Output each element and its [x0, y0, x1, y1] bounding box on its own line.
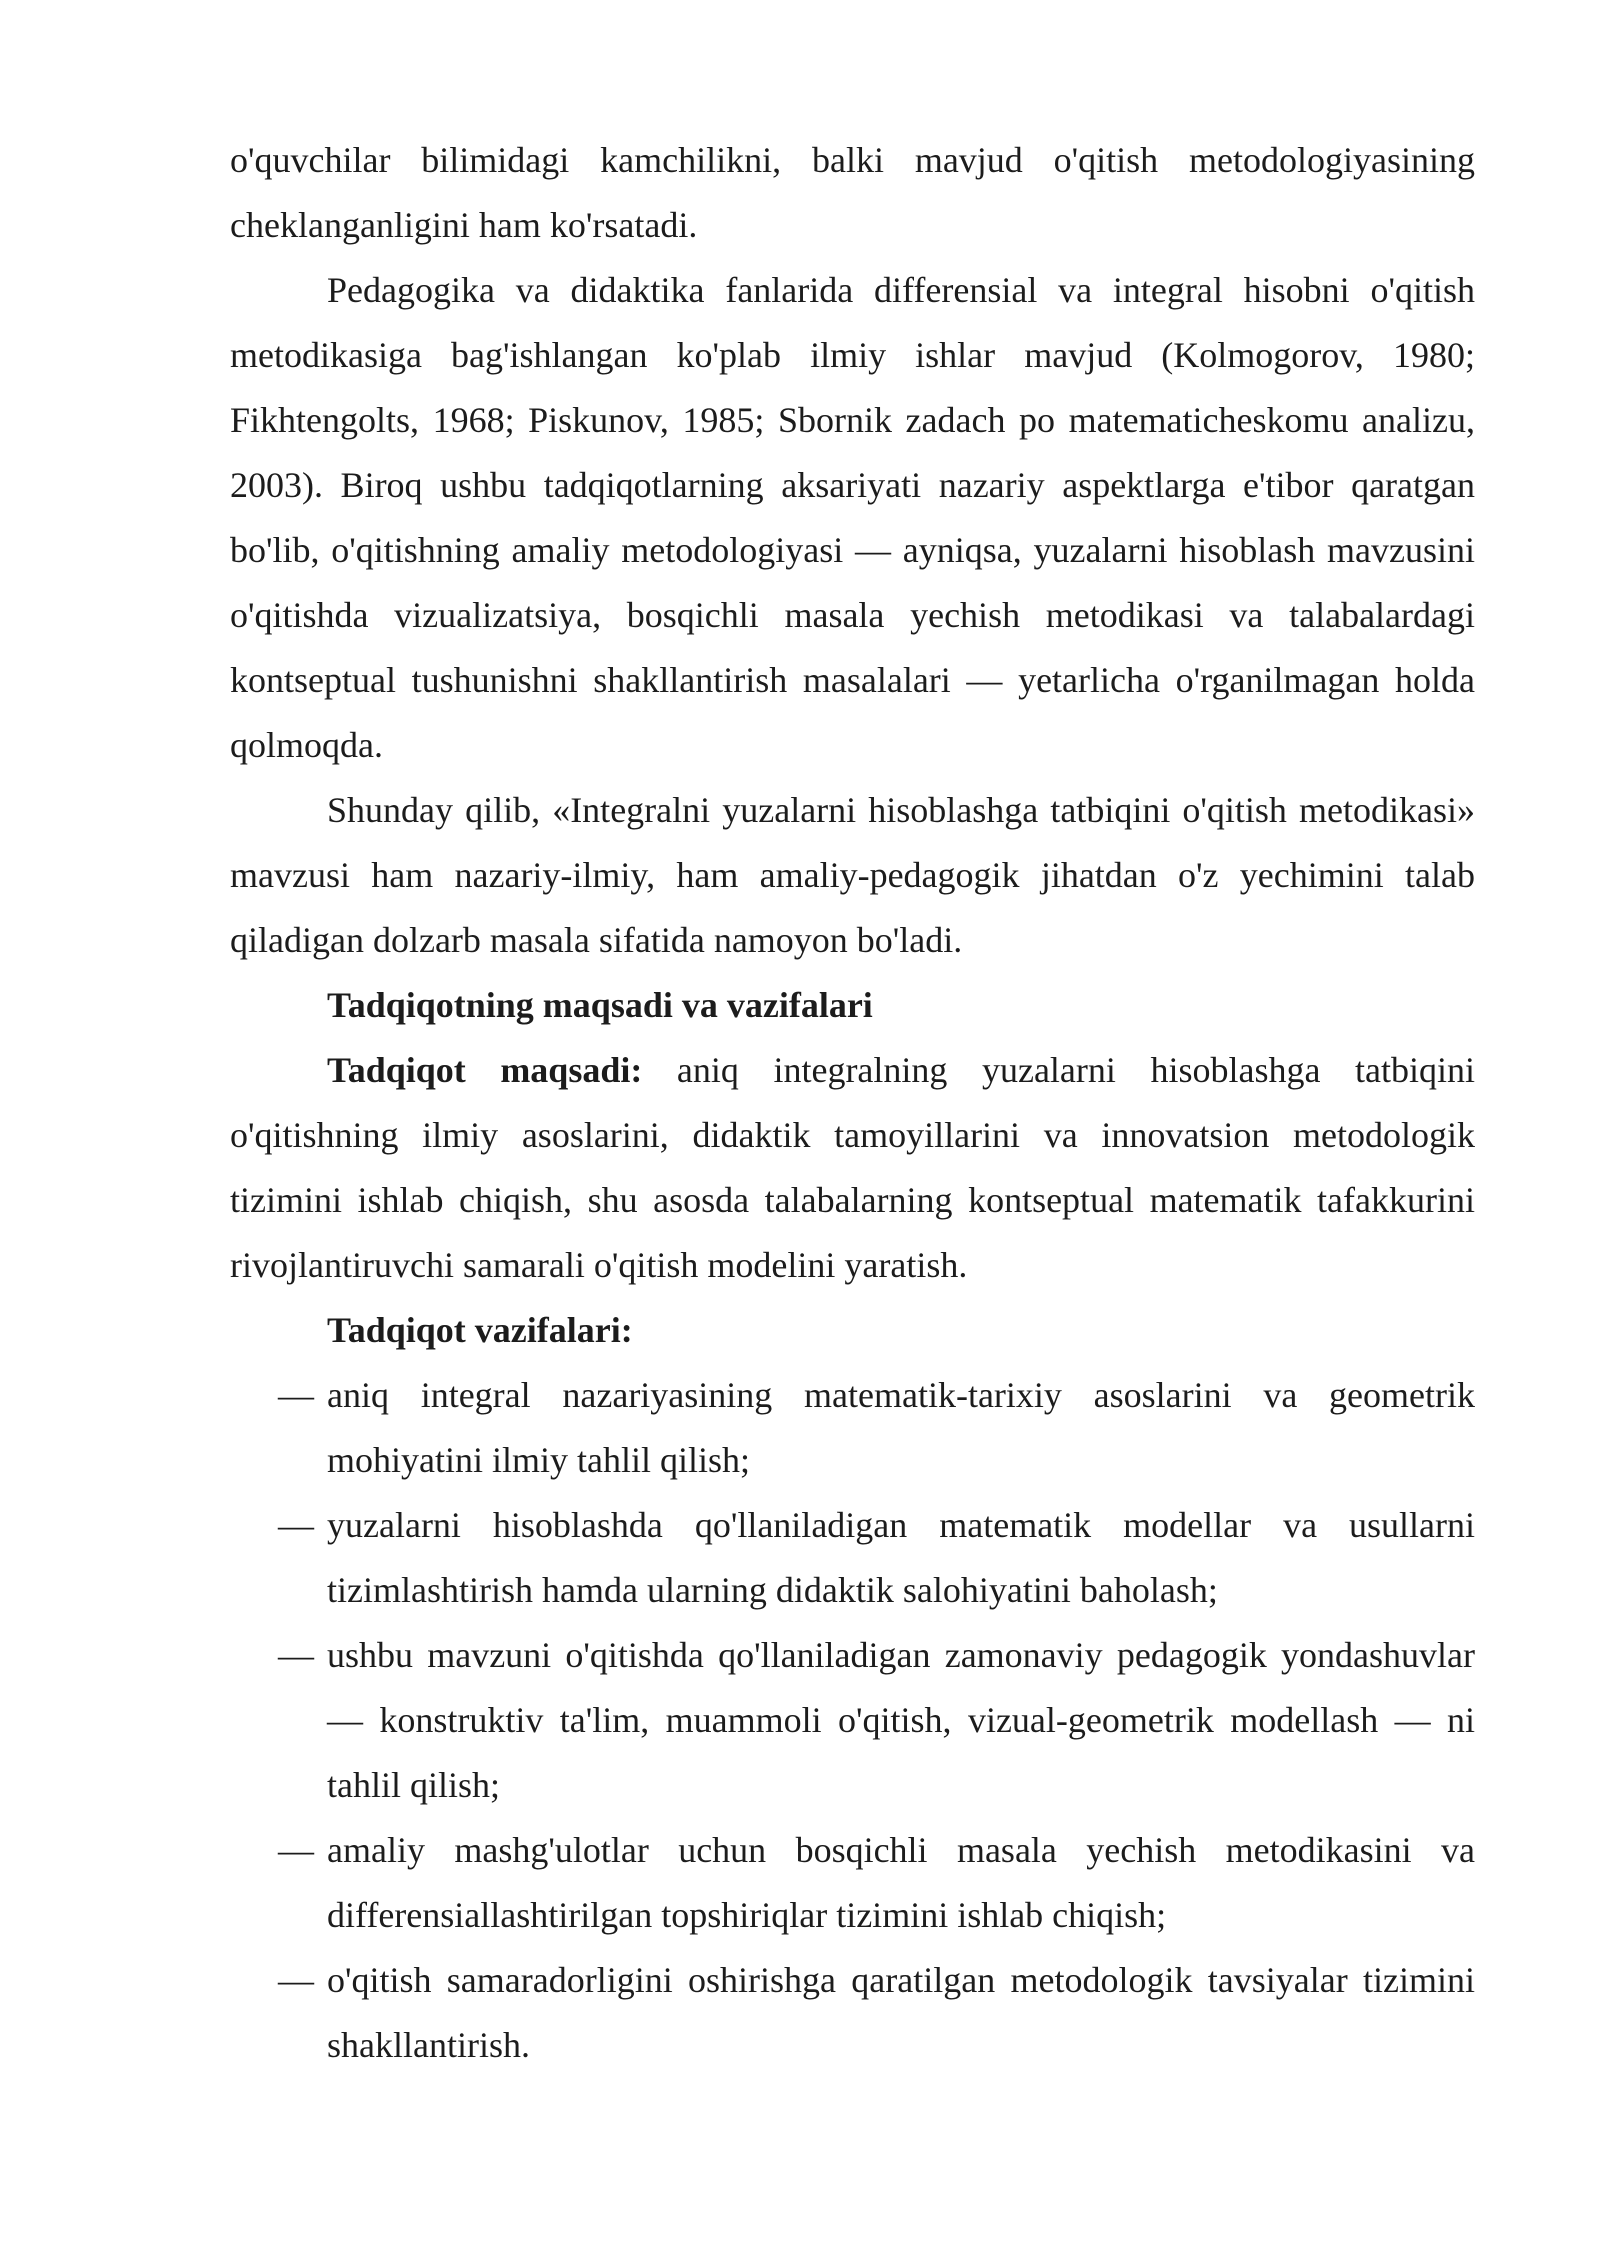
- list-item-text: ushbu mavzuni o'qitishda qo'llaniladigan zamonaviy pedagogik yondashuvlar — konstruktiv ta'lim, muammoli o'qitish, vizual-geometrik modellash — ni tahlil qilish;: [327, 1635, 1475, 1805]
- paragraph-continuation: o'quvchilar bilimidagi kamchilikni, balki mavjud o'qitish metodologiyasining cheklanganligini ham ko'rsatadi.: [230, 140, 1475, 245]
- paragraph-conclusion: Shunday qilib, «Integralni yuzalarni hisoblashga tatbiqini o'qitish metodikasi» mavzusi ham nazariy-ilmiy, ham amaliy-pedagogik jihatdan o'z yechimini talab qiladigan dolzarb masala sifatida namoyon bo'ladi.: [230, 790, 1475, 960]
- list-item: [230, 1363, 1475, 1493]
- list-item-text: o'qitish samaradorligini oshirishga qaratilgan metodologik tavsiyalar tizimini shakllantirish.: [327, 1960, 1475, 2065]
- paragraph-literature-review: Pedagogika va didaktika fanlarida differensial va integral hisobni o'qitish metodikasiga bag'ishlangan ko'plab ilmiy ishlar mavjud (Kolmogorov, 1980; Fikhtengolts, 1968; Piskunov, 1985; Sbornik zadach po matematicheskomu analizu, 2003). Biroq ushbu tadqiqotlarning aksariyati nazariy aspektlarga e'tibor qaratgan bo'lib, o'qitishning amaliy metodologiyasi — ayniqsa, yuzalarni hisoblash mavzusini o'qitishda vizualizatsiya, bosqichli masala yechish metodikasi va talabalardagi kontseptual tushunishni shakllantirish masalalari — yetarlicha o'rganilmagan holda qolmoqda.: [230, 270, 1475, 765]
- list-item-text: amaliy mashg'ulotlar uchun bosqichli masala yechish metodikasini va differensiallashtirilgan topshiriqlar tizimini ishlab chiqish;: [327, 1830, 1475, 1935]
- research-goal-label: Tadqiqot maqsadi:: [327, 1050, 643, 1090]
- dash-bullet: —: [278, 1830, 314, 1870]
- list-item: [230, 1818, 1475, 1948]
- research-goal-text: aniq integralning yuzalarni hisoblashga tatbiqini o'qitishning ilmiy asoslarini, didaktik tamoyillarini va innovatsion metodologik tizimini ishlab chiqish, shu asosda talabalarning kontseptual matematik tafakkurini rivojlantiruvchi samarali o'qitish modelini yaratish.: [230, 1050, 1475, 1285]
- research-tasks-list: [230, 1363, 1475, 2078]
- paragraph-research-goal: [230, 1038, 1475, 1298]
- list-item: [230, 1623, 1475, 1818]
- dash-bullet: —: [278, 1505, 314, 1545]
- list-item: [230, 1493, 1475, 1623]
- dash-bullet: —: [278, 1375, 314, 1415]
- document-page: [230, 128, 1475, 2078]
- dash-bullet: —: [278, 1635, 314, 1675]
- research-tasks-label: Tadqiqot vazifalari:: [327, 1310, 633, 1350]
- list-item-text: yuzalarni hisoblashda qo'llaniladigan matematik modellar va usullarni tizimlashtirish hamda ularning didaktik salohiyatini baholash;: [327, 1505, 1475, 1610]
- list-item-text: aniq integral nazariyasining matematik-tarixiy asoslarini va geometrik mohiyatini ilmiy tahlil qilish;: [327, 1375, 1475, 1480]
- dash-bullet: —: [278, 1960, 314, 2000]
- list-item: [230, 1948, 1475, 2078]
- section-heading: Tadqiqotning maqsadi va vazifalari: [327, 985, 873, 1025]
